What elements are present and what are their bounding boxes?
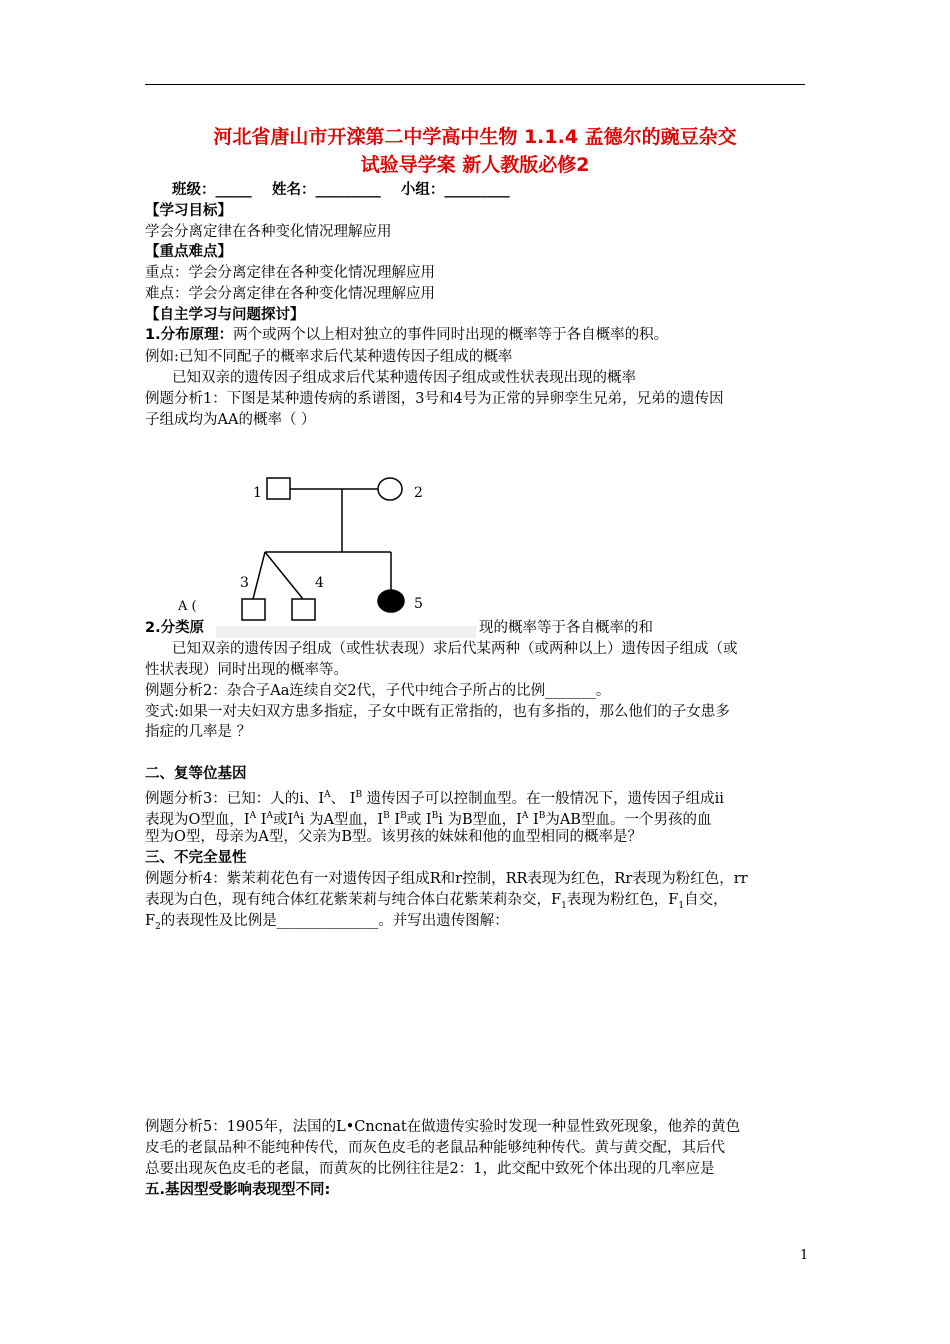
doc-title-line2: 试验导学案 新人教版必修2 (360, 154, 590, 176)
variant-line2: 指症的几率是 ？ (145, 724, 252, 740)
principle-2-label: 2.分类原 (145, 620, 205, 636)
example-3-line3: 型为O型，母亲为A型，父亲为B型。该男孩的妹妹和他的血型相同的概率是？ (145, 829, 643, 845)
occluded-strip (216, 626, 476, 638)
principle-1-label: 1.分布原理： (145, 327, 234, 343)
doc-title-line1: 河北省唐山市开滦第二中学高中生物 1.1.4 孟德尔的豌豆杂交 (213, 126, 737, 148)
pedigree-label-1: 1 (253, 485, 262, 501)
example-1-line1: 例题分析1：下图是某种遗传病的系谱图，3号和4号为正常的异卵孪生兄弟，兄弟的遗传因 (145, 391, 724, 407)
student-info: 班级：_____ 姓名：_________ 小组：_________ (172, 182, 510, 198)
variant-line1: 变式:如果一对夫妇双方患多指症，子女中既有正常指的，也有多指的，那么他们的子女患多 (145, 704, 730, 720)
difficult-point: 难点：学会分离定律在各种变化情况理解应用 (145, 286, 435, 302)
principle-2-example-2: 性状表现）同时出现的概率等。 (145, 662, 348, 678)
example-3-line2: 表现为O型血，$I^A$ $I^A$或$I^Ai$ 为A型血，$I^B$ $I^B$或 $I^Bi$ 为B型血，$I^A$ $I^B$为AB型血。一个男孩的血 (145, 811, 712, 828)
pedigree-male-4 (292, 599, 315, 620)
section-2-heading: 二、复等位基因 (145, 766, 247, 782)
example-1-line2: 子组成均为AA的概率（ ） (145, 412, 316, 428)
pedigree-affected-female-5 (378, 590, 404, 612)
example-5-line2: 皮毛的老鼠品种不能纯种传代，而灰色皮毛的老鼠品种能够纯种传代。黄与黄交配，其后代 (145, 1140, 725, 1156)
self-study-heading: 【自主学习与问题探讨】 (145, 307, 305, 323)
pedigree-label-5: 5 (414, 596, 423, 612)
pedigree-male-3 (242, 599, 265, 620)
section-5-heading: 五.基因型受影响表现型不同: (145, 1182, 331, 1198)
principle-1-text: 两个或两个以上相对独立的事件同时出现的概率等于各自概率的积。 (233, 327, 669, 343)
pedigree-twin-branch-3 (253, 552, 265, 599)
pedigree-label-3: 3 (240, 575, 249, 591)
example-3-line1: 例题分析3：已知：人的i、$I^A$、 $I^B$ 遗传因子可以控制血型。在一般情况下，遗传因子组成ii (145, 790, 724, 807)
example-5-line1: 例题分析5：1905年，法国的L•Cncnat在做遗传实验时发现一种显性致死现象，他养的黄色 (145, 1119, 741, 1135)
pedigree-twin-branch-4 (265, 552, 303, 599)
goals-text: 学会分离定律在各种变化情况理解应用 (145, 224, 392, 240)
example-2: 例题分析2：杂合子Aa连续自交2代，子代中纯合子所占的比例_______。 (145, 683, 611, 699)
key-point: 重点：学会分离定律在各种变化情况理解应用 (145, 265, 435, 281)
pedigree-label-2: 2 (414, 485, 423, 501)
principle-1-example-1: 例如:已知不同配子的概率求后代某种遗传因子组成的概率 (145, 349, 513, 365)
principle-2-text: 现的概率等于各自概率的和 (479, 620, 653, 636)
goals-heading: 【学习目标】 (145, 203, 232, 219)
key-heading: 【重点难点】 (145, 244, 232, 260)
section-3-heading: 三、不完全显性 (145, 850, 247, 866)
pedigree-male-1 (267, 478, 290, 499)
pedigree-female-2 (378, 478, 402, 500)
example-5-line3: 总要出现灰色皮毛的老鼠，而黄灰的比例往往是2：1，此交配中致死个体出现的几率应是 (145, 1161, 715, 1177)
principle-2-example-1: 已知双亲的遗传因子组成（或性状表现）求后代某两种（或两种以上）遗传因子组成（或 (172, 641, 738, 657)
page-number: 1 (800, 1248, 809, 1263)
pedigree-label-4: 4 (315, 575, 324, 591)
options-partial: A ( (178, 599, 197, 614)
example-4-line1: 例题分析4：紫茉莉花色有一对遗传因子组成R和r控制，RR表现为红色，Rr表现为粉红色，rr (145, 871, 748, 887)
example-4-line3: $F_2$的表现性及比例是______________。并写出遗传图解： (145, 913, 509, 932)
example-4-line2: 表现为白色，现有纯合体红花紫茉莉与纯合体白花紫茉莉杂交，$F_1$表现为粉红色，$F_1$自交， (145, 892, 728, 911)
principle-1-example-2: 已知双亲的遗传因子组成求后代某种遗传因子组成或性状表现出现的概率 (172, 370, 636, 386)
